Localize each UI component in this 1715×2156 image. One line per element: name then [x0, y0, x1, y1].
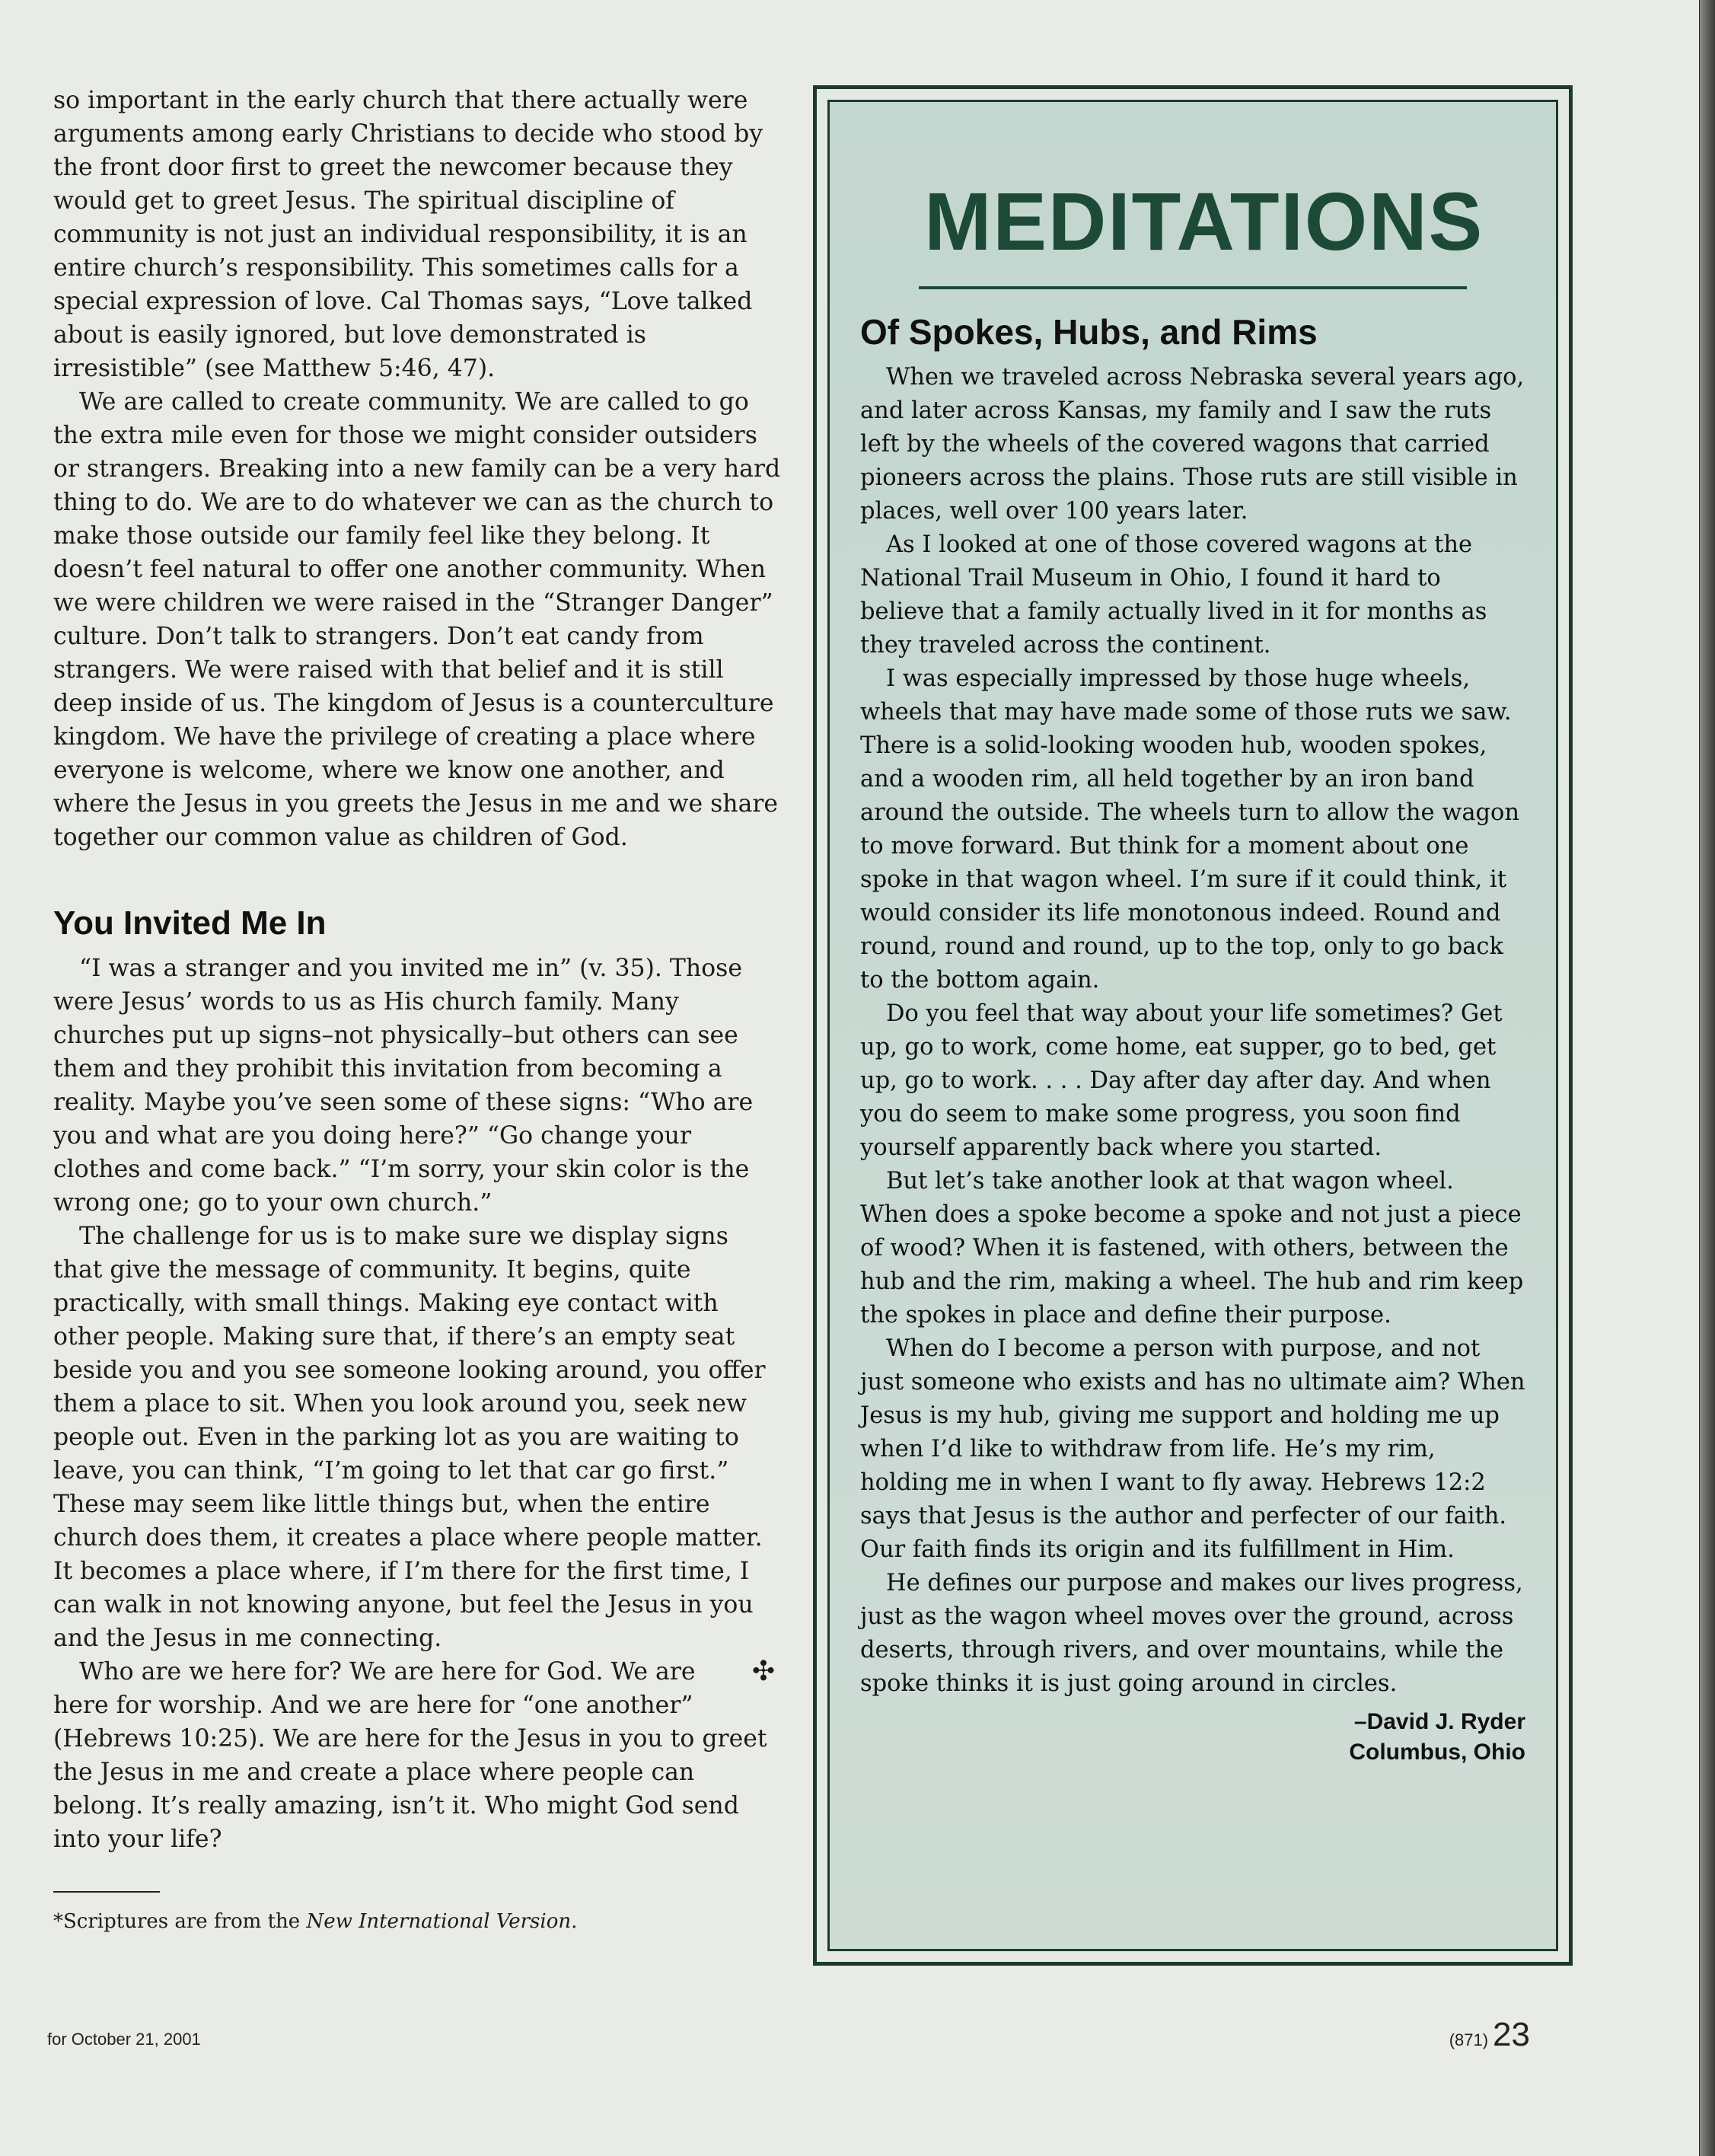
author-name: –David J. Ryder: [1353, 1709, 1525, 1734]
sidebar-paragraph: Do you feel that way about your life sometimes? Get up, go to work, come home, eat supper, go to bed, get up, go to work. . . . Day after day after day. And when you do seem to make some progress, you soon find yourself apparently back where you started.: [860, 1000, 1503, 1161]
page-code: (871): [1449, 2030, 1489, 2049]
page-number: 23: [1493, 2016, 1530, 2053]
author-signature: [860, 1707, 1525, 1768]
footnote-suffix: .: [571, 1910, 578, 1933]
sidebar-panel: [827, 100, 1558, 1951]
article-paragraph: so important in the early church that there actually were arguments among early Christians to decide who stood by the front door first to greet the newcomer because they would get to greet Jesus. The spiritual discipline of community is not just an individual responsibility, it is an entire church’s responsibility. This sometimes calls for a special expression of love. Cal Thomas says, “Love talked about is easily ignored, but love demonstrated is irresistible” (see Matthew 5:46, 47).: [53, 87, 763, 382]
end-mark-icon: ✣: [751, 1656, 775, 1687]
author-location: Columbus, Ohio: [1349, 1740, 1525, 1765]
footnote-divider: [53, 1891, 160, 1893]
logo-text: MEDITATIONS: [924, 175, 1484, 267]
section-heading: You Invited Me In: [53, 904, 327, 942]
article-final-text: Who are we here for? We are here for God. We are here for worship. And we are here for “one another” (Hebrews 10:25). We are here for the Jesus in you to greet the Jesus in me and create a place where people can belong. It’s really amazing, isn’t it. Who might God send into your life?: [53, 1658, 767, 1853]
page-number-block: [1449, 2016, 1530, 2054]
page-spine: [1700, 0, 1715, 2156]
footer-date: for October 21, 2001: [47, 2030, 201, 2049]
article-paragraph: The challenge for us is to make sure we display signs that give the message of community. It begins, quite practically, with small things. Making eye contact with other people. Making sure that, if there’s an empty seat beside you and you see someone looking around, you offer them a place to sit. When you look around you, seek new people out. Even in the parking lot as you are waiting to leave, you can think, “I’m going to let that car go first.” These may seem like little things but, when the entire church does them, it creates a place where people matter. It becomes a place where, if I’m there for the first time, I can walk in not knowing anyone, but feel the Jesus in you and the Jesus in me connecting.: [53, 1223, 766, 1652]
logo-underline: [919, 286, 1467, 289]
main-article-column: [53, 84, 784, 1935]
sidebar-paragraph: But let’s take another look at that wagon wheel. When does a spoke become a spoke and not just a piece of wood? When it is fastened, with others, between the hub and the rim, making a wheel. The hub and rim keep the spokes in place and define their purpose.: [860, 1168, 1524, 1328]
article-paragraph: [53, 1655, 784, 1856]
sidebar-title: Of Spokes, Hubs, and Rims: [860, 312, 1318, 352]
footnote-prefix: *Scriptures are from the: [53, 1910, 307, 1933]
sidebar-paragraph: When do I become a person with purpose, and not just someone who exists and has no ultimate aim? When Jesus is my hub, giving me support and holding me up when I’d like to withdraw from life. He’s my rim, holding me in when I want to fly away. Hebrews 12:2 says that Jesus is the author and perfecter of our faith. Our faith finds its origin and its fulfillment in Him.: [860, 1335, 1525, 1563]
sidebar-paragraph: He defines our purpose and makes our lives progress, just as the wagon wheel moves over the ground, across deserts, through rivers, and over mountains, while the spoke thinks it is just going around in circles.: [860, 1570, 1523, 1697]
sidebar-body: [860, 361, 1525, 1768]
sidebar-paragraph: I was especially impressed by those huge wheels, wheels that may have made some of those ruts we saw. There is a solid-looking wooden hub, wooden spokes, and a wooden rim, all held together by an iron band around the outside. The wheels turn to allow the wagon to move forward. But think for a moment about one spoke in that wagon wheel. I’m sure if it could think, it would consider its life monotonous indeed. Round and round, round and round, up to the top, only to go back to the bottom again.: [860, 665, 1520, 993]
sidebar-paragraph: As I looked at one of those covered wagons at the National Trail Museum in Ohio, I found it hard to believe that a family actually lived in it for months as they traveled across the continent.: [860, 531, 1487, 659]
footnote: [53, 1908, 784, 1935]
meditations-sidebar: [813, 85, 1573, 1966]
meditations-logo: [919, 164, 1484, 309]
footnote-version: New International Version: [306, 1910, 572, 1933]
article-paragraph: We are called to create community. We are called to go the extra mile even for those we might consider outsiders or strangers. Breaking into a new family can be a very hard thing to do. We are to do whatever we can as the church to make those outside our family feel like they belong. It doesn’t feel natural to offer one another community. When we were children we were raised in the “Stranger Danger” culture. Don’t talk to strangers. Don’t eat candy from strangers. We were raised with that belief and it is still deep inside of us. The kingdom of Jesus is a counterculture kingdom. We have the privilege of creating a place where everyone is welcome, where we know one another, and where the Jesus in you greets the Jesus in me and we share together our common value as children of God.: [53, 388, 781, 851]
sidebar-paragraph: When we traveled across Nebraska several years ago, and later across Kansas, my family and I saw the ruts left by the wheels of the covered wagons that carried pioneers across the plains. Those ruts are still visible in places, well over 100 years later.: [860, 364, 1525, 525]
article-paragraph: “I was a stranger and you invited me in” (v. 35). Those were Jesus’ words to us as His church family. Many churches put up signs–not physically–but others can see them and they prohibit this invitation from becoming a reality. Maybe you’ve seen some of these signs: “Who are you and what are you doing here?” “Go change your clothes and come back.” “I’m sorry, your skin color is the wrong one; go to your own church.”: [53, 955, 754, 1217]
